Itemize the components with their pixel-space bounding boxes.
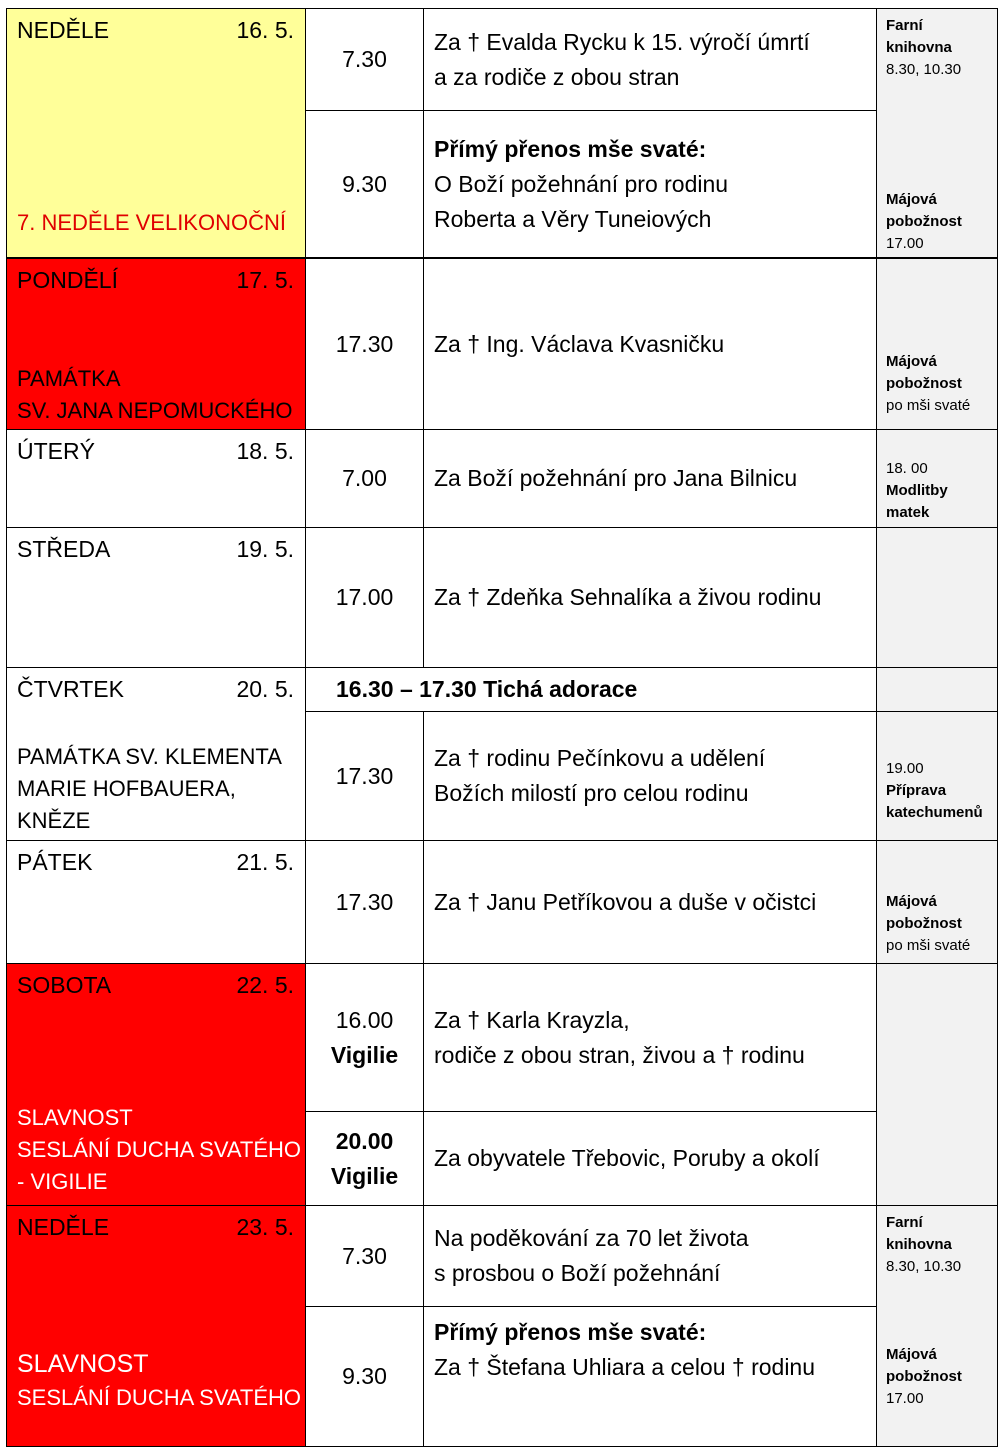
intention-line: Za obyvatele Třebovic, Poruby a okolí [434,1145,820,1171]
mass-intention [423,963,877,1112]
mass-time [305,8,424,111]
adoration-text: 16.30 – 17.30 Tichá adorace [336,676,638,702]
intention-line: O Boží požehnání pro rodinu [434,170,729,197]
mass-time [305,1205,424,1307]
day-cell-saturday-22 [6,963,306,1206]
note-may-devotion [886,189,991,255]
subtitle-line: PAMÁTKA SV. KLEMENTA [17,744,282,769]
note-title: Májová pobožnost [886,353,962,392]
note-may-devotion [886,891,991,957]
notes-cell [876,840,998,964]
day-name: STŘEDA [17,536,111,562]
liturgical-title [17,1102,301,1198]
notes-cell [876,963,998,1206]
note-time: 18. 00 [886,460,928,477]
notes-cell [876,1205,998,1447]
liturgical-title [17,741,282,837]
day-date: 20. 5. [236,676,294,702]
mass-intention [423,527,877,668]
vigil-label: Vigilie [330,1162,399,1189]
subtitle-line: SESLÁNÍ DUCHA SVATÉHO [17,1137,302,1162]
note-detail: 17.00 [886,235,924,252]
notes-cell [876,711,998,841]
notes-cell [876,258,998,430]
liturgical-title [17,1346,301,1414]
time-value: 17.30 [335,888,394,915]
intention-line: s prosbou o Boží požehnání [434,1260,721,1286]
day-name: PÁTEK [17,849,93,875]
day-date: 18. 5. [236,438,294,464]
day-cell-wednesday-19 [6,527,306,668]
day-name: SOBOTA [17,972,112,998]
note-title: Májová pobožnost [886,191,962,230]
mass-intention [423,1306,877,1447]
day-cell-thursday-20 [6,667,306,841]
mass-intention [423,8,877,111]
day-date: 23. 5. [236,1214,294,1240]
mass-time [305,711,424,841]
mass-time [305,1111,424,1206]
time-value: 9.30 [342,1363,387,1389]
liturgical-title [17,363,292,427]
note-detail: po mši svaté [886,937,971,954]
mass-time [305,110,424,258]
subtitle-line: PAMÁTKA [17,366,121,391]
intention-line: a za rodiče z obou stran [434,63,680,90]
day-name: NEDĚLE [17,17,110,43]
intention-line: Za † Štefana Uhliara a celou † rodinu [434,1354,816,1380]
day-date: 22. 5. [236,972,294,998]
note-library [886,1212,991,1278]
note-detail: 8.30, 10.30 [886,1258,962,1275]
intention-line: Za † Janu Petříkovou a duše v očistci [434,888,817,915]
intention-line: Roberta a Věry Tuneiových [434,205,712,232]
note-title: Příprava katechumenů [886,782,983,821]
mass-intention [423,110,877,258]
intention-line: Za † Zdeňka Sehnalíka a živou rodinu [434,584,822,610]
broadcast-heading: Přímý přenos mše svaté: [434,135,707,162]
adoration-row [305,667,877,712]
day-date: 17. 5. [236,267,294,293]
time-value: 17.30 [335,330,394,357]
note-title: Májová pobožnost [886,1346,962,1385]
mass-intention [423,840,877,964]
note-time: 19.00 [886,760,924,777]
time-value: 16.00 [335,1006,394,1033]
day-name: NEDĚLE [17,1214,110,1240]
note-catechumens [886,758,996,824]
mass-time [305,840,424,964]
mass-intention [423,711,877,841]
mass-time [305,258,424,430]
broadcast-heading: Přímý přenos mše svaté: [434,1319,707,1345]
intention-line: Za Boží požehnání pro Jana Bilnicu [434,465,798,491]
day-name: ČTVRTEK [17,676,124,702]
mass-time [305,963,424,1112]
mass-time [305,1306,424,1447]
note-may-devotion [886,351,991,417]
intention-line: Božích milostí pro celou rodinu [434,780,749,806]
notes-cell [876,527,998,668]
note-library [886,15,991,81]
intention-line: rodiče z obou stran, živou a † rodinu [434,1041,805,1068]
day-name: ÚTERÝ [17,438,95,464]
mass-time [305,429,424,528]
subtitle-line: - VIGILIE [17,1169,108,1194]
intention-line: Za † Karla Krayzla, [434,1006,630,1033]
time-value: 7.30 [342,1242,387,1269]
day-date: 21. 5. [236,849,294,875]
subtitle-line: KNĚZE [17,808,91,833]
time-value: 7.30 [342,46,387,72]
mass-intention [423,258,877,430]
note-mothers-prayers [886,458,991,524]
mass-intention [423,1205,877,1307]
time-value: 17.30 [335,762,394,789]
intention-line: Za † Ing. Václava Kvasničku [434,330,725,357]
subtitle-line: MARIE HOFBAUERA, [17,776,236,801]
intention-line: Za † Evalda Rycku k 15. výročí úmrtí [434,28,810,55]
notes-cell [876,8,998,258]
note-title: Májová pobožnost [886,893,962,932]
note-may-devotion [886,1344,991,1410]
subtitle-line: SESLÁNÍ DUCHA SVATÉHO [17,1385,302,1410]
note-detail: 17.00 [886,1390,924,1407]
day-cell-tuesday-18 [6,429,306,528]
notes-cell [876,667,998,712]
time-value: 20.00 [335,1127,394,1154]
day-cell-friday-21 [6,840,306,964]
intention-line: Na poděkování za 70 let života [434,1225,749,1251]
notes-cell [876,429,998,528]
liturgical-title: 7. NEDĚLE VELIKONOČNÍ [17,210,286,235]
day-cell-monday-17 [6,258,306,430]
note-title: Farní knihovna [886,17,952,56]
day-date: 19. 5. [236,536,294,562]
note-detail: po mši svaté [886,397,971,414]
day-cell-sunday-16 [6,8,306,258]
vigil-label: Vigilie [330,1041,399,1068]
subtitle-line: SLAVNOST [17,1105,133,1130]
time-value: 17.00 [335,584,394,610]
day-name: PONDĚLÍ [17,267,118,293]
subtitle-line: SLAVNOST [17,1350,149,1378]
day-cell-sunday-23 [6,1205,306,1447]
mass-time [305,527,424,668]
intention-line: Za † rodinu Pečínkovu a udělení [434,745,766,771]
note-detail: 8.30, 10.30 [886,61,962,78]
mass-intention [423,1111,877,1206]
note-title: Modlitby matek [886,482,948,521]
note-title: Farní knihovna [886,1214,952,1253]
subtitle-line: SV. JANA NEPOMUCKÉHO [17,398,293,423]
time-value: 7.00 [342,465,387,491]
day-date: 16. 5. [236,17,294,43]
time-value: 9.30 [342,170,387,197]
mass-intention [423,429,877,528]
